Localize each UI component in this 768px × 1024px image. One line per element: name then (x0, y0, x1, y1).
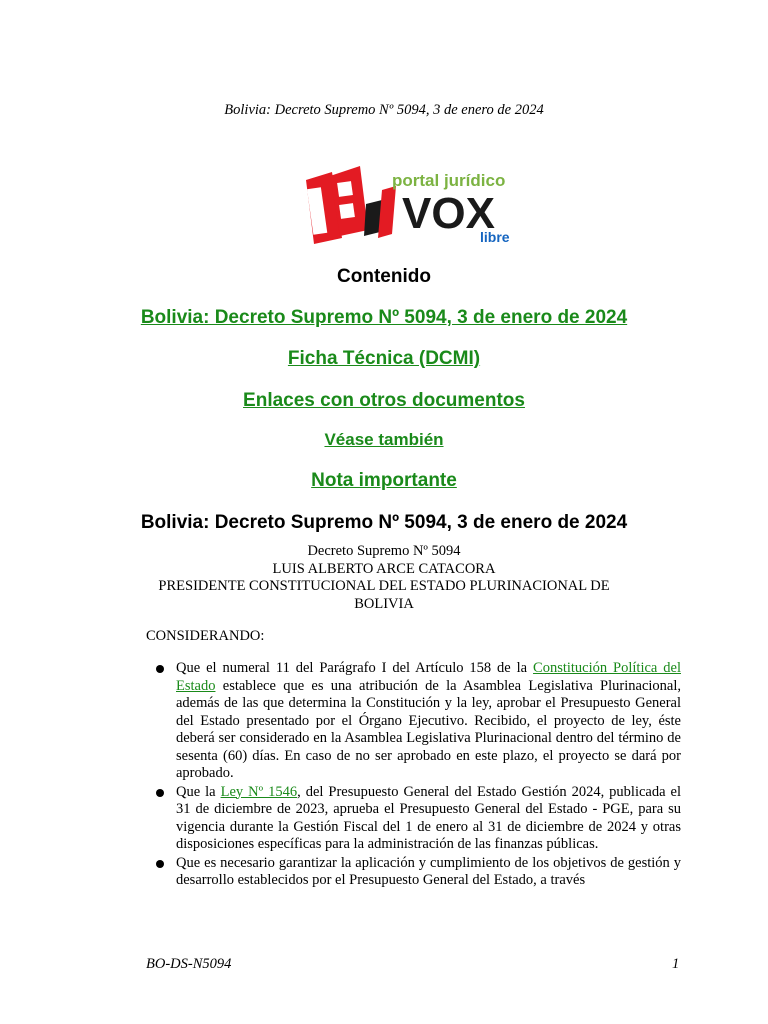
bullet-icon (156, 665, 164, 673)
footer-page-number: 1 (672, 956, 680, 972)
clause-item (150, 784, 681, 854)
toc-title: Contenido (337, 266, 431, 287)
clause-text-before: Que el numeral 11 del Parágrafo I del Artículo 158 de la (176, 660, 534, 676)
decree-header (0, 543, 768, 613)
toc-link-enlaces[interactable]: Enlaces con otros documentos (243, 390, 525, 411)
considerando-label: CONSIDERANDO: (146, 628, 265, 644)
lexivox-logo (300, 160, 530, 250)
bullet-icon (156, 789, 164, 797)
clause-text-before: Que la (176, 783, 221, 800)
footer-doc-code: BO-DS-N5094 (146, 956, 232, 972)
president-title-line2: BOLIVIA (354, 595, 414, 612)
logo-vox-text: VOX (402, 189, 495, 238)
toc-link-ficha-tecnica[interactable]: Ficha Técnica (DCMI) (287, 348, 481, 369)
president-title-line1: PRESIDENTE CONSTITUCIONAL DEL ESTADO PLURINACIONAL DE (158, 578, 610, 594)
running-header: Bolivia: Decreto Supremo Nº 5094, 3 de enero de 2024 (224, 102, 544, 118)
link-ley-1546[interactable]: Ley Nº 1546 (220, 783, 298, 800)
considerando-list (150, 660, 681, 891)
document-title: Bolivia: Decreto Supremo Nº 5094, 3 de enero de 2024 (140, 512, 628, 533)
clause-item (150, 855, 681, 890)
clause-text-after: , del Presupuesto General del Estado Gestión 2024, publicada el 31 de diciembre de 2023, aprueba el Presupuesto General del Estado - PGE, para su vigencia durante la Gestión Fiscal del 1 de enero al 31 de diciembre de 2024 y otras disposiciones específicas para la administración de las finanzas públicas. (176, 783, 681, 852)
logo-portal-text: portal jurídico (392, 171, 506, 190)
toc-link-decreto[interactable]: Bolivia: Decreto Supremo Nº 5094, 3 de enero de 2024 (140, 307, 628, 328)
decree-number: Decreto Supremo Nº 5094 (307, 543, 461, 559)
logo-libre-text: libre (480, 229, 510, 245)
bullet-icon (156, 860, 164, 868)
clause-item (150, 660, 681, 783)
clause-text-after: establece que es una atribución de la Asamblea Legislativa Plurinacional, además de las que determina la Constitución y la ley, aprobar el Presupuesto General del Estado presentado por el Órgano Ejecutivo. Recibido, el proyecto de ley, éste deberá ser considerado en la Asamblea Legislativa Plurinacional dentro del término de sesenta (60) días. En caso de no ser aprobado en este plazo, el proyecto se dará por aprobado. (176, 677, 681, 781)
toc-link-vease-tambien[interactable]: Véase también (324, 430, 444, 449)
president-name: LUIS ALBERTO ARCE CATACORA (272, 560, 496, 577)
toc-link-nota-importante[interactable]: Nota importante (311, 470, 457, 491)
clause-text-before: Que es necesario garantizar la aplicación y cumplimiento de los objetivos de gestión y desarrollo establecidos por el Presupuesto General del Estado, a través (176, 854, 681, 888)
link-constitucion[interactable]: Constitución Política del Estado (176, 660, 681, 694)
lex-logo-mark (306, 166, 396, 244)
